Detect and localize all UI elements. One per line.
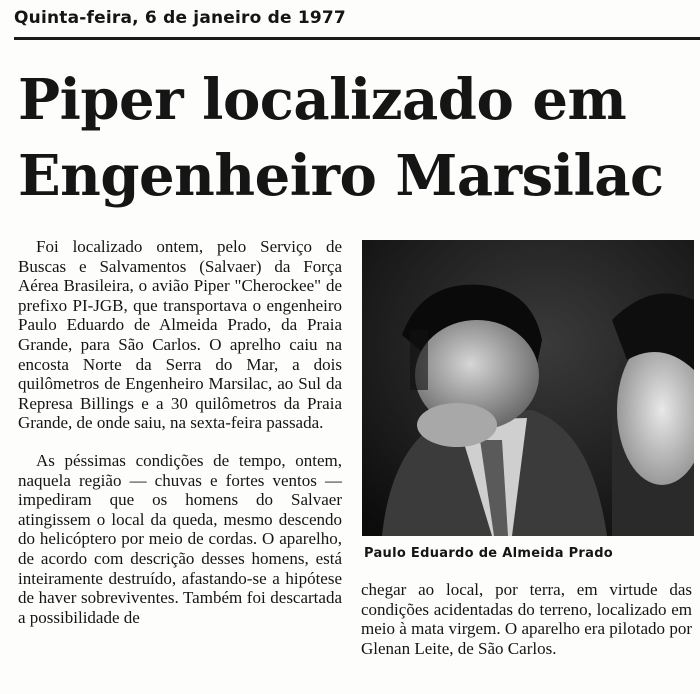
article-column-right — [361, 580, 692, 658]
photo-caption: Paulo Eduardo de Almeida Prado — [364, 546, 614, 561]
dateline: Quinta-feira, 6 de janeiro de 1977 — [14, 8, 346, 28]
header-rule — [14, 37, 700, 40]
headline: Piper localizado em Engenheiro Marsilac — [18, 67, 664, 209]
article-paragraph: chegar ao local, por terra, em virtude das condições acidentadas do terreno, localizado em meio à mata virgem. O aparelho era pilotado por Glenan Leite, de São Carlos. — [361, 580, 692, 658]
article-paragraph: As péssimas condições de tempo, ontem, naquela região — chuvas e fortes ventos — impediram que os homens do Salvaer atingissem o local da queda, mesmo descendo do helicóptero por meio de cordas. O aparelho, de acordo com descrição desses homens, está inteiramente destruído, afastando-se a hipótese de haver sobreviventes. Também foi descartada a possibilidade de — [18, 450, 342, 627]
article-column-left — [18, 237, 342, 627]
portrait-photo — [362, 240, 694, 536]
portrait-photo-image — [362, 240, 694, 536]
article-paragraph: Foi localizado ontem, pelo Serviço de Buscas e Salvamentos (Salvaer) da Força Aérea Brasileira, o avião Piper "Cherockee" de prefixo PI-JGB, que transportava o engenheiro Paulo Eduardo de Almeida Prado, da Praia Grande, para São Carlos. O aprelho caiu na encosta Norte da Serra do Mar, a dois quilômetros de Engenheiro Marsilac, ao Sul da Represa Billings e a 30 quilômetros da Praia Grande, de onde saiu, na sexta-feira passada. — [18, 237, 342, 433]
